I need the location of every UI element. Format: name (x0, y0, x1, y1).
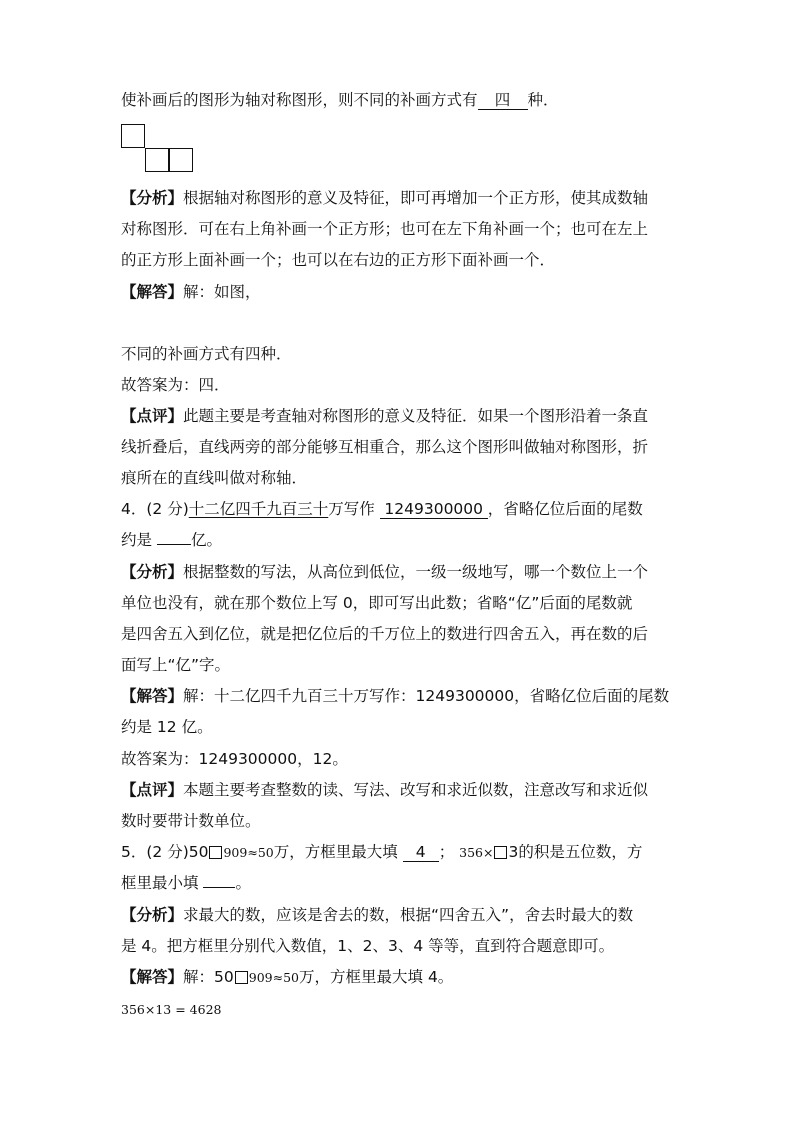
q4-question-line-2-start: 约是 (121, 531, 153, 549)
q3-comment-text-1: 此题主要是考查轴对称图形的意义及特征．如果一个图形沿着一条直 (183, 407, 649, 425)
q3-question-text: 使补画后的图形为轴对称图形，则不同的补画方式有 (121, 91, 478, 109)
q3-comment-line-3: 痕所在的直线叫做对称轴． (121, 469, 308, 487)
q5-answer-blank-2 (203, 887, 235, 888)
q4-solution-line-2: 约是 12 亿。 (121, 718, 213, 736)
square-bottom-right (169, 148, 193, 172)
square-box-icon (235, 971, 248, 984)
q4-question-mid: 万写作 (328, 500, 375, 518)
q3-solution-text: 解：如图， (183, 283, 261, 301)
q5-solution-expr-suffix: 909≈50 (248, 970, 300, 985)
q4-solution-line-1 (121, 685, 681, 707)
square-figure (121, 124, 195, 174)
q3-question-line (121, 89, 681, 111)
q4-answer-blank-2 (157, 544, 191, 545)
q3-analysis-line-1 (121, 187, 681, 209)
q3-comment-line-1 (121, 405, 681, 427)
analysis-label: 【分析】 (121, 189, 184, 207)
analysis-label: 【分析】 (121, 563, 184, 581)
q3-solution-line (121, 281, 681, 303)
q5-solution-prefix: 解： (183, 968, 215, 986)
q4-answer-line: 故答案为：1249300000，12。 (121, 750, 348, 768)
q4-solution-text-1: 解：十二亿四千九百三十万写作：1249300000，省略亿位后面的尾数 (183, 687, 670, 705)
q5-expr1-prefix: 50 (188, 843, 209, 861)
q5-analysis-line-2: 是 4。把方框里分别代入数值，1、2、3、4 等等，直到符合题意即可。 (121, 937, 615, 955)
q3-comment-line-2: 线折叠后，直线两旁的部分能够互相重合，那么这个图形叫做轴对称图形，折 (121, 438, 649, 456)
q4-question-line-2-end: 亿。 (190, 531, 222, 549)
q4-answer-blank-1: 1249300000 (380, 500, 488, 519)
square-box-icon (209, 846, 222, 859)
q4-number: 4．(2 分) (121, 500, 189, 518)
q5-question-line-2-end: 。 (235, 874, 251, 892)
q5-question-line-1: 5．(2 分)50 909≈50万，方框里最大填 4 ； 356× 3的积是五位数，方 (121, 843, 643, 861)
q4-comment-text-1: 本题主要考查整数的读、写法、改写和求近似数，注意改写和求近似 (183, 781, 649, 799)
solution-label: 【解答】 (121, 687, 184, 705)
q4-analysis-line-2: 单位也没有，就在那个数位上写 0，即可写出此数；省略“亿”后面的尾数就 (121, 594, 633, 612)
q5-question-text-2: 的积是五位数，方 (518, 843, 643, 861)
q5-expr2-prefix: 356× (459, 845, 494, 860)
q4-analysis-line-1 (121, 561, 681, 583)
comment-label: 【点评】 (121, 781, 184, 799)
q5-number: 5．(2 分) (121, 843, 189, 861)
q3-answer-line: 故答案为：四． (121, 376, 230, 394)
q5-solution-expr-prefix: 50 (214, 968, 234, 986)
square-box-icon (494, 846, 507, 859)
q3-question-end: 种． (527, 91, 559, 109)
solution-label: 【解答】 (121, 968, 184, 986)
q5-answer-blank-1: 4 (403, 843, 439, 862)
q5-question-line-2 (121, 872, 681, 894)
analysis-label: 【分析】 (121, 906, 184, 924)
q5-expr1-suffix: 909≈50 (223, 845, 274, 860)
comment-label: 【点评】 (121, 407, 184, 425)
square-top-left (121, 124, 145, 148)
q5-question-line-2-text: 框里最小填 (121, 874, 199, 892)
q5-analysis-line-1 (121, 904, 681, 926)
q3-answer-blank: 四 (478, 91, 528, 110)
q4-question-end: ，省略亿位后面的尾数 (487, 500, 643, 518)
q5-solution-text: 万，方框里最大填 4。 (299, 968, 454, 986)
q4-question-line-2 (121, 529, 681, 551)
q5-solution-line (121, 966, 681, 989)
q3-analysis-text-1: 根据轴对称图形的意义及特征，即可再增加一个正方形，使其成数轴 (183, 189, 649, 207)
q5-question-text-1: 万，方框里最大填 (273, 843, 398, 861)
q3-solution-line-2: 不同的补画方式有四种． (121, 345, 292, 363)
q4-analysis-line-4: 面写上“亿”字。 (121, 656, 231, 674)
q4-analysis-text-1: 根据整数的写法，从高位到低位，一级一级地写，哪一个数位上一个 (183, 563, 649, 581)
q5-calculation: 356×13 = 4628 (121, 1002, 222, 1017)
q4-comment-line-2: 数时要带计数单位。 (121, 812, 261, 830)
solution-label: 【解答】 (121, 283, 184, 301)
q4-question-line-1 (121, 498, 681, 520)
q4-analysis-line-3: 是四舍五入到亿位，就是把亿位后的千万位上的数进行四舍五入，再在数的后 (121, 625, 649, 643)
q3-analysis-line-2: 对称图形．可在右上角补画一个正方形；也可在左下角补画一个；也可在左上 (121, 220, 649, 238)
square-bottom-middle (145, 148, 169, 172)
q3-analysis-line-3: 的正方形上面补画一个；也可以在右边的正方形下面补画一个． (121, 251, 556, 269)
q4-comment-line-1 (121, 779, 681, 801)
q5-analysis-text-1: 求最大的数，应该是舍去的数，根据“四舍五入”，舍去时最大的数 (183, 906, 634, 924)
q5-expr2-suffix: 3 (508, 843, 519, 861)
q4-read-text: 十二亿四千九百三十 (188, 500, 329, 518)
